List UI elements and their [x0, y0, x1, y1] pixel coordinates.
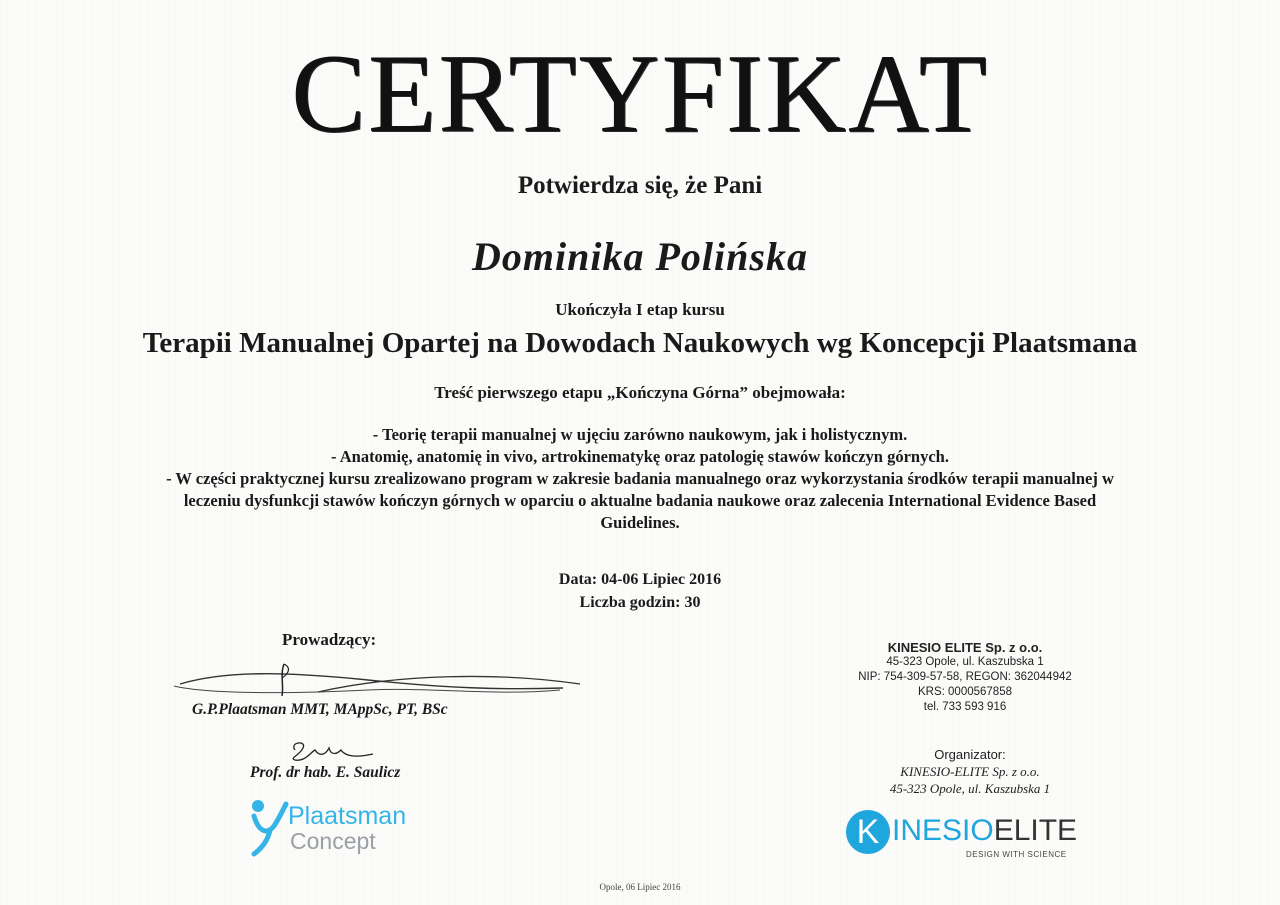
course-date: Data: 04-06 Lipiec 2016 — [558, 571, 722, 588]
kinesio-logo-text — [892, 816, 1077, 846]
plaatsman-concept-logo — [248, 796, 438, 860]
certificate-title: CERTYFIKAT — [291, 32, 989, 156]
kinesio-logo-part2: ELITE — [993, 814, 1078, 847]
company-krs: KRS: 0000567858 — [918, 686, 1012, 698]
instructors-label: Prowadzący: — [282, 630, 377, 649]
instructor-name: Prof. dr hab. E. Saulicz — [250, 764, 401, 781]
organizer-address: 45-323 Opole, ul. Kaszubska 1 — [889, 781, 1051, 796]
completed-text: Ukończyła I etap kursu — [555, 300, 725, 319]
plaatsman-figure-icon — [248, 796, 292, 860]
content-item: - Anatomię, anatomię in vivo, artrokinematykę oraz patologię stawów kończyn górnych. — [331, 447, 949, 466]
content-item: Guidelines. — [600, 513, 680, 532]
course-title: Terapii Manualnej Opartej na Dowodach Naukowych wg Koncepcji Plaatsmana — [142, 327, 1138, 359]
kinesio-k-badge: K — [846, 810, 890, 854]
company-stamp — [830, 640, 1100, 715]
organizer-label: Organizator: — [934, 747, 1006, 762]
company-nip-regon: NIP: 754-309-57-58, REGON: 362044942 — [858, 671, 1072, 683]
company-phone: tel. 733 593 916 — [923, 701, 1007, 713]
content-item: - W części praktycznej kursu zrealizowano program w zakresie badania manualnego oraz wykorzystania środków terapii manualnej w — [166, 469, 1114, 488]
recipient-name: Dominika Polińska — [472, 234, 808, 279]
organizer-block — [830, 746, 1110, 797]
course-details — [0, 568, 1280, 614]
content-list — [0, 424, 1280, 534]
place-date-stamp: Opole, 06 Lipiec 2016 — [599, 882, 681, 892]
confirmation-text: Potwierdza się, że Pani — [517, 172, 763, 199]
kinesio-logo-part1: INESIO — [892, 814, 994, 847]
course-hours: Liczba godzin: 30 — [579, 594, 701, 611]
kinesio-tagline: DESIGN WITH SCIENCE — [966, 850, 1067, 859]
instructor-name: G.P.Plaatsman MMT, MAppSc, PT, BSc — [192, 701, 448, 718]
company-address: 45-323 Opole, ul. Kaszubska 1 — [886, 656, 1044, 668]
content-item: leczeniu dysfunkcji stawów kończyn górnych w oparciu o aktualne badania naukowe oraz zalecenia International Evidence Based — [183, 491, 1097, 510]
signature-plaatsman — [168, 660, 588, 704]
organizer-name: KINESIO-ELITE Sp. z o.o. — [900, 764, 1040, 779]
content-intro: Treść pierwszego etapu „Kończyna Górna” obejmowała: — [434, 383, 846, 402]
plaatsman-logo-subtext: Concept — [290, 828, 376, 854]
kinesio-elite-logo — [846, 810, 1086, 862]
content-item: - Teorię terapii manualnej w ujęciu zarówno naukowym, jak i holistycznym. — [372, 425, 908, 444]
signature-saulicz — [285, 738, 385, 766]
plaatsman-logo-text: Plaatsman — [288, 802, 407, 830]
company-name: KINESIO ELITE Sp. z o.o. — [887, 640, 1043, 655]
